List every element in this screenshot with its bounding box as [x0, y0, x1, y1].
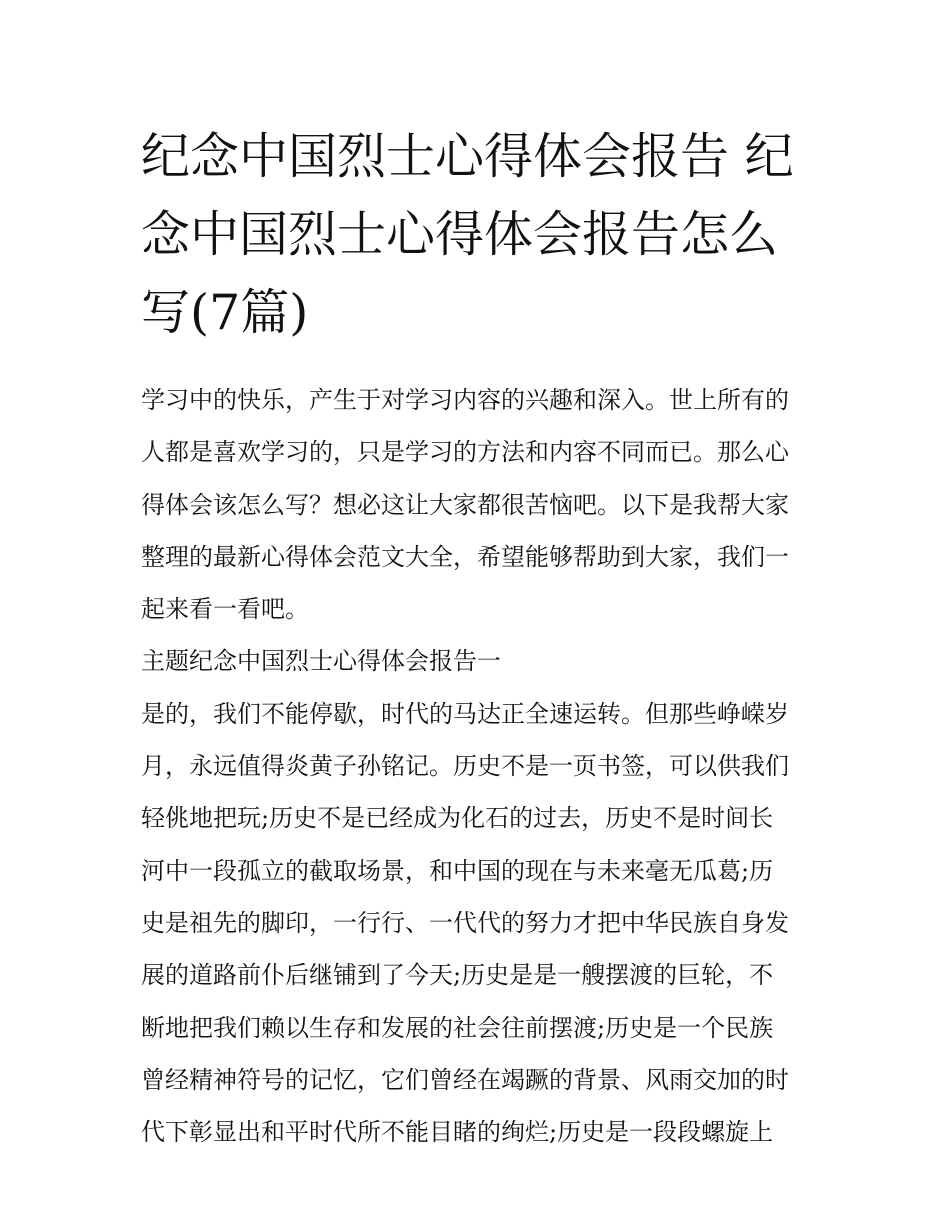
intro-line: 得体会该怎么写？想必这让大家都很苦恼吧。以下是我帮大家: [141, 490, 789, 519]
title-line: 纪念中国烈士心得体会报告 纪: [141, 128, 794, 185]
section-line: 月，永远值得炎黄子孙铭记。历史不是一页书签，可以供我们: [141, 752, 789, 781]
section-line: 河中一段孤立的截取场景，和中国的现在与未来毫无瓜葛;历: [141, 856, 774, 885]
intro-line: 整理的最新心得体会范文大全，希望能够帮助到大家，我们一: [141, 542, 789, 571]
section-line: 史是祖先的脚印，一行行、一代代的努力才把中华民族自身发: [141, 908, 789, 937]
section-line: 断地把我们赖以生存和发展的社会往前摆渡;历史是一个民族: [141, 1013, 774, 1042]
section-line: 代下彰显出和平时代所不能目睹的绚烂;历史是一段段螺旋上: [141, 1118, 774, 1147]
intro-line: 学习中的快乐，产生于对学习内容的兴趣和深入。世上所有的: [141, 386, 789, 414]
title-line: 念中国烈士心得体会报告怎么: [141, 206, 779, 263]
section-paragraph: [141, 688, 816, 1159]
section-line: 轻佻地把玩;历史不是已经成为化石的过去，历史不是时间长: [141, 804, 774, 833]
intro-line: 人都是喜欢学习的，只是学习的方法和内容不同而已。那么心: [141, 438, 789, 467]
section-heading: 主题纪念中国烈士心得体会报告一: [141, 647, 501, 676]
title-line: 写(7篇): [141, 284, 309, 341]
section-line: 展的道路前仆后继铺到了今天;历史是是一艘摆渡的巨轮，不: [141, 961, 774, 990]
section-line: 曾经精神符号的记忆，它们曾经在竭蹶的背景、风雨交加的时: [141, 1065, 789, 1094]
document-title: [141, 0, 816, 352]
document-page: [141, 0, 816, 1158]
section-line: 是的，我们不能停歇，时代的马达正全速运转。但那些峥嵘岁: [141, 699, 789, 728]
intro-line: 起来看一看吧。: [141, 595, 309, 624]
intro-paragraph: [141, 374, 816, 635]
document-body: [141, 374, 816, 1158]
